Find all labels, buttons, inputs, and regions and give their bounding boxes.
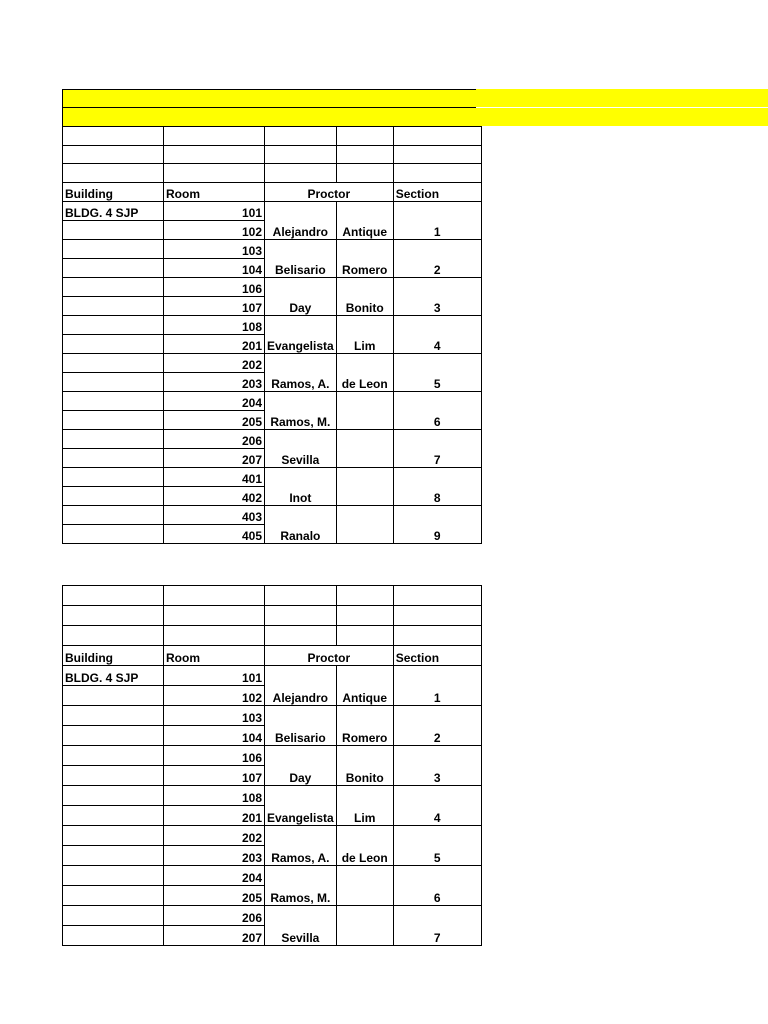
yellow-row-border <box>62 107 476 108</box>
section-cell[interactable]: 1 <box>393 202 481 240</box>
proctor-cell[interactable] <box>336 506 393 544</box>
section-cell[interactable]: 4 <box>393 316 481 354</box>
section-cell[interactable]: 3 <box>393 278 481 316</box>
section-cell[interactable]: 7 <box>393 430 481 468</box>
blank-row <box>63 146 482 164</box>
building-cell[interactable] <box>63 726 164 746</box>
building-cell[interactable] <box>63 686 164 706</box>
proctor-cell[interactable]: Bonito <box>336 746 393 786</box>
proctor-cell[interactable] <box>336 392 393 430</box>
building-cell[interactable] <box>63 259 164 278</box>
table-row <box>63 354 482 373</box>
building-cell[interactable] <box>63 706 164 726</box>
proctor-cell[interactable]: Sevilla <box>265 906 337 946</box>
building-cell[interactable] <box>63 866 164 886</box>
proctor-cell[interactable] <box>336 866 393 906</box>
section-cell[interactable]: 1 <box>393 666 481 706</box>
building-cell[interactable] <box>63 926 164 946</box>
proctor-cell[interactable]: Lim <box>336 316 393 354</box>
proctor-cell[interactable] <box>336 906 393 946</box>
proctor-table-1 <box>62 126 482 544</box>
proctor-cell[interactable]: Ranalo <box>265 506 337 544</box>
building-cell[interactable] <box>63 278 164 297</box>
building-cell[interactable] <box>63 297 164 316</box>
room-cell[interactable]: 204 <box>164 866 265 886</box>
building-cell[interactable] <box>63 240 164 259</box>
table-row <box>63 666 482 686</box>
blank-row <box>63 164 482 183</box>
building-cell[interactable]: BLDG. 4 SJP <box>63 202 164 221</box>
section-header[interactable]: Section <box>393 646 481 666</box>
room-cell[interactable]: 201 <box>164 806 265 826</box>
proctor-cell[interactable]: Alejandro <box>265 666 337 706</box>
room-cell[interactable]: 108 <box>164 316 265 335</box>
yellow-header-row-1 <box>62 89 768 107</box>
table-row <box>63 468 482 487</box>
room-cell[interactable]: 405 <box>164 525 265 544</box>
building-cell[interactable] <box>63 786 164 806</box>
room-cell[interactable]: 104 <box>164 726 265 746</box>
room-cell[interactable]: 402 <box>164 487 265 506</box>
room-cell[interactable]: 108 <box>164 786 265 806</box>
section-cell[interactable]: 5 <box>393 826 481 866</box>
building-cell[interactable] <box>63 392 164 411</box>
section-cell[interactable]: 2 <box>393 706 481 746</box>
table-row <box>63 316 482 335</box>
room-cell[interactable]: 202 <box>164 354 265 373</box>
table-row <box>63 866 482 886</box>
proctor-cell[interactable]: Romero <box>336 706 393 746</box>
building-cell[interactable] <box>63 826 164 846</box>
room-cell[interactable]: 103 <box>164 706 265 726</box>
room-cell[interactable]: 104 <box>164 259 265 278</box>
table-row <box>63 240 482 259</box>
proctor-cell[interactable]: de Leon <box>336 826 393 866</box>
proctor-cell[interactable]: Antique <box>336 202 393 240</box>
building-cell[interactable] <box>63 766 164 786</box>
proctor-cell[interactable]: de Leon <box>336 354 393 392</box>
section-header[interactable]: Section <box>393 183 481 202</box>
proctor-header[interactable]: Proctor <box>265 183 394 202</box>
building-cell[interactable] <box>63 846 164 866</box>
section-cell[interactable]: 6 <box>393 392 481 430</box>
blank-row <box>63 586 482 606</box>
building-cell[interactable]: BLDG. 4 SJP <box>63 666 164 686</box>
yellow-row-border <box>62 89 476 90</box>
section-cell[interactable]: 7 <box>393 906 481 946</box>
room-header[interactable]: Room <box>164 646 265 666</box>
section-cell[interactable]: 5 <box>393 354 481 392</box>
section-cell[interactable]: 3 <box>393 746 481 786</box>
room-cell[interactable]: 204 <box>164 392 265 411</box>
room-cell[interactable]: 107 <box>164 766 265 786</box>
proctor-cell[interactable]: Ramos, A. <box>265 826 337 866</box>
proctor-cell[interactable]: Alejandro <box>265 202 337 240</box>
yellow-header-row-2 <box>62 108 768 126</box>
building-cell[interactable] <box>63 221 164 240</box>
section-cell[interactable]: 2 <box>393 240 481 278</box>
room-cell[interactable]: 401 <box>164 468 265 487</box>
room-header[interactable]: Room <box>164 183 265 202</box>
building-cell[interactable] <box>63 506 164 525</box>
section-cell[interactable]: 9 <box>393 506 481 544</box>
room-cell[interactable]: 201 <box>164 335 265 354</box>
room-cell[interactable]: 205 <box>164 886 265 906</box>
building-cell[interactable] <box>63 373 164 392</box>
building-cell[interactable] <box>63 449 164 468</box>
room-cell[interactable]: 203 <box>164 373 265 392</box>
proctor-cell[interactable]: Ramos, M. <box>265 866 337 906</box>
proctor-cell[interactable]: Antique <box>336 666 393 706</box>
proctor-header[interactable]: Proctor <box>265 646 394 666</box>
proctor-cell[interactable]: Evangelista <box>265 786 337 826</box>
yellow-row-left-border <box>62 89 63 127</box>
header-row <box>63 646 482 666</box>
room-cell[interactable]: 106 <box>164 746 265 766</box>
table-row <box>63 906 482 926</box>
room-cell[interactable]: 107 <box>164 297 265 316</box>
proctor-cell[interactable]: Belisario <box>265 706 337 746</box>
room-cell[interactable]: 403 <box>164 506 265 525</box>
room-cell[interactable]: 106 <box>164 278 265 297</box>
building-cell[interactable] <box>63 886 164 906</box>
blank-row <box>63 127 482 146</box>
table-row <box>63 278 482 297</box>
proctor-cell[interactable]: Lim <box>336 786 393 826</box>
proctor-cell[interactable]: Day <box>265 746 337 786</box>
table-row <box>63 506 482 525</box>
blank-row <box>63 626 482 646</box>
room-cell[interactable]: 206 <box>164 906 265 926</box>
room-cell[interactable]: 207 <box>164 926 265 946</box>
section-cell[interactable]: 8 <box>393 468 481 506</box>
table-row <box>63 430 482 449</box>
building-cell[interactable] <box>63 335 164 354</box>
room-cell[interactable]: 101 <box>164 202 265 221</box>
section-cell[interactable]: 4 <box>393 786 481 826</box>
proctor-cell[interactable] <box>336 430 393 468</box>
building-cell[interactable] <box>63 354 164 373</box>
building-cell[interactable] <box>63 906 164 926</box>
proctor-table-2 <box>62 585 482 946</box>
table-row <box>63 706 482 726</box>
building-cell[interactable] <box>63 430 164 449</box>
blank-row <box>63 606 482 626</box>
building-cell[interactable] <box>63 316 164 335</box>
room-cell[interactable]: 202 <box>164 826 265 846</box>
building-cell[interactable] <box>63 525 164 544</box>
section-cell[interactable]: 6 <box>393 866 481 906</box>
proctor-cell[interactable] <box>336 468 393 506</box>
building-header[interactable]: Building <box>63 646 164 666</box>
table-row <box>63 202 482 221</box>
room-cell[interactable]: 102 <box>164 221 265 240</box>
proctor-cell[interactable]: Inot <box>265 468 337 506</box>
building-cell[interactable] <box>63 806 164 826</box>
room-cell[interactable]: 102 <box>164 686 265 706</box>
room-cell[interactable]: 103 <box>164 240 265 259</box>
proctor-cell[interactable]: Romero <box>336 240 393 278</box>
room-cell[interactable]: 101 <box>164 666 265 686</box>
proctor-cell[interactable]: Bonito <box>336 278 393 316</box>
table-row <box>63 826 482 846</box>
table-row <box>63 786 482 806</box>
proctor-cell[interactable]: Sevilla <box>265 430 337 468</box>
building-cell[interactable] <box>63 468 164 487</box>
building-header[interactable]: Building <box>63 183 164 202</box>
room-cell[interactable]: 205 <box>164 411 265 430</box>
proctor-cell[interactable]: Evangelista <box>265 316 337 354</box>
table-row <box>63 392 482 411</box>
proctor-cell[interactable]: Day <box>265 278 337 316</box>
proctor-cell[interactable]: Ramos, A. <box>265 354 337 392</box>
room-cell[interactable]: 206 <box>164 430 265 449</box>
building-cell[interactable] <box>63 487 164 506</box>
building-cell[interactable] <box>63 746 164 766</box>
building-cell[interactable] <box>63 411 164 430</box>
room-cell[interactable]: 207 <box>164 449 265 468</box>
table-row <box>63 746 482 766</box>
header-row <box>63 183 482 202</box>
proctor-cell[interactable]: Ramos, M. <box>265 392 337 430</box>
proctor-cell[interactable]: Belisario <box>265 240 337 278</box>
room-cell[interactable]: 203 <box>164 846 265 866</box>
